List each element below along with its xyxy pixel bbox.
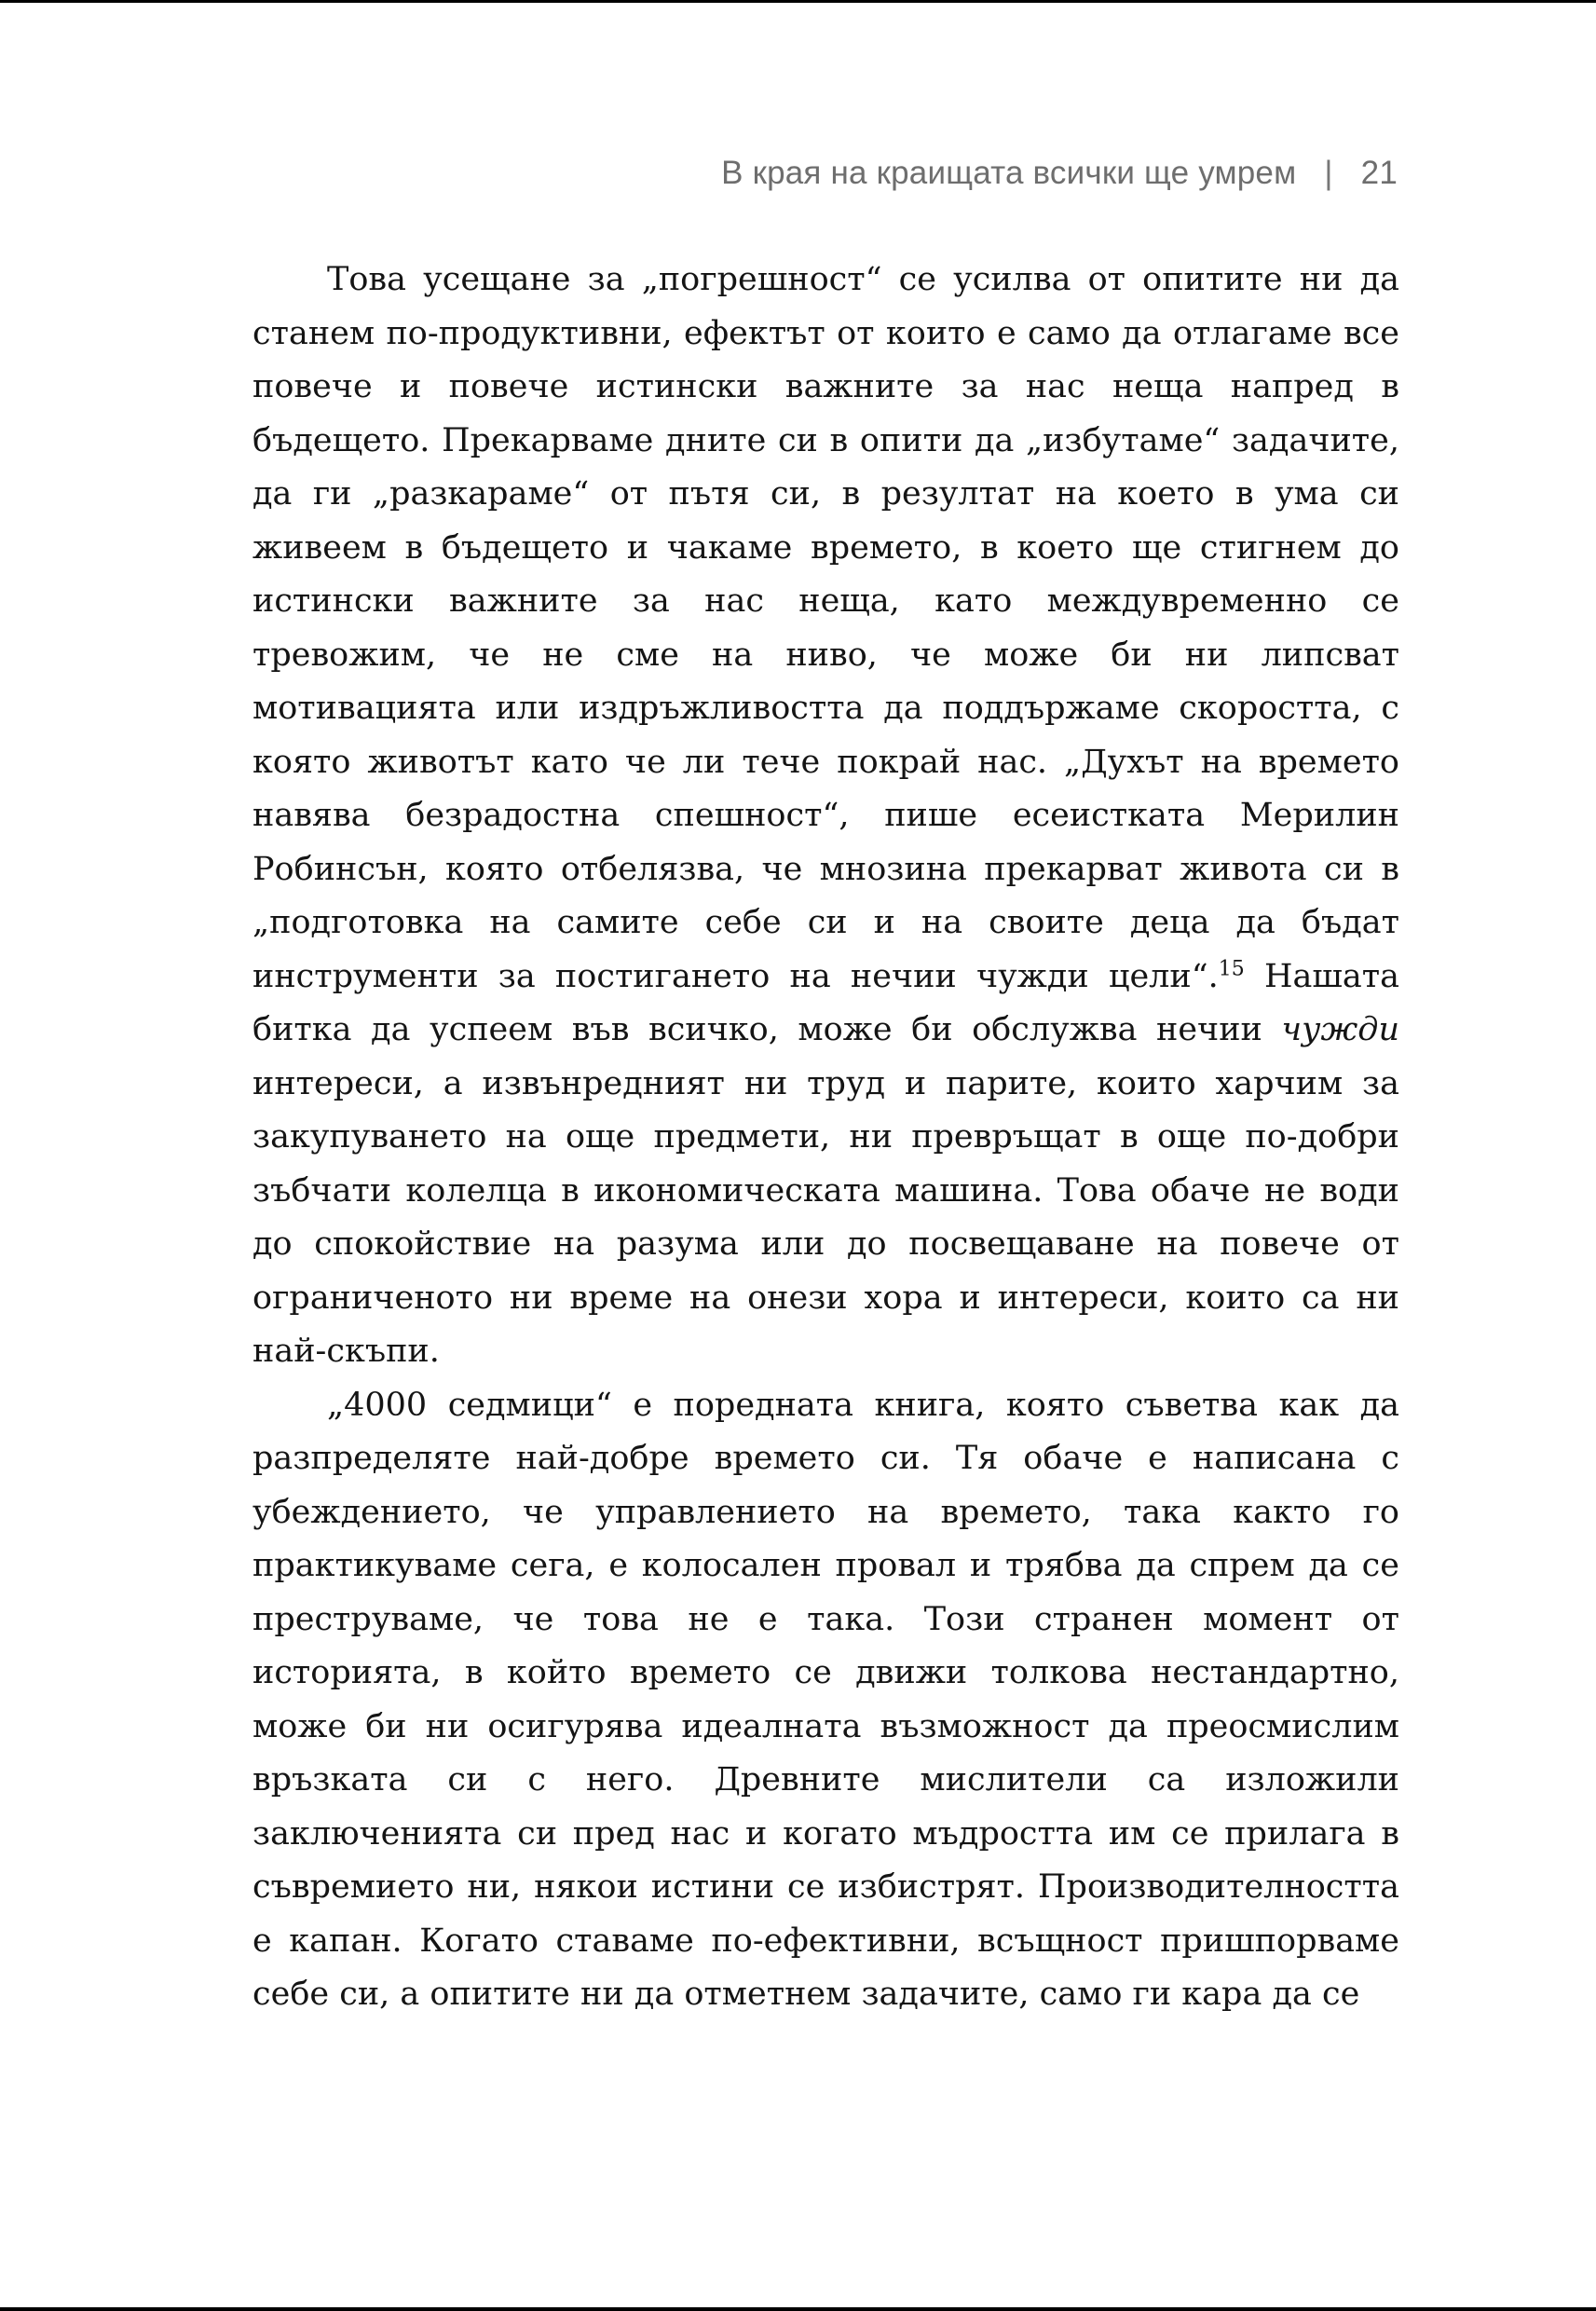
running-title: В края на краищата всички ще умрем [721,155,1297,191]
paragraph-1-part-3: интереси, а извънредният ни труд и парите, които харчим за закупуването на още предмети, ни превръщат в още по-добри зъбчати колелца в икономическата машина. Това обаче не води до спокойствие на разума или до посвещаване на повече от ограниченото ни време на онези хора и интереси, които са ни най-скъпи. [252,1064,1399,1370]
emphasized-word: чужди [1281,1011,1399,1048]
page-bottom-border [0,2307,1596,2311]
paragraph-1 [252,253,1399,1379]
footnote-reference[interactable]: 15 [1218,956,1245,980]
page-top-border [0,0,1596,3]
running-header [721,155,1398,192]
page-number: 21 [1360,155,1398,191]
paragraph-1-part-2: Нашата битка да успеем във всичко, може би обслужва нечии [252,957,1399,1048]
header-separator: | [1324,155,1333,191]
paragraph-2: „4000 седмици“ е поредната книга, която съветва как да разпределяте най-добре времето си. Тя обаче е написана с убеждението, че управлението на времето, така както го практикуваме сега, е колосален провал и трябва да спрем да се преструваме, че това не е така. Този странен момент от историята, в който времето се движи толкова нестандартно, може би ни осигурява идеалната възможност да преосмислим връзката си с него. Древните мислители са изложили заключенията си пред нас и когато мъдростта им се прилага в съвремието ни, някои истини се избистрят. Производителността е капан. Когато ставаме по-ефективни, всъщност пришпорваме себе си, а опитите ни да отметнем задачите, само ги кара да се [252,1386,1399,2013]
body-text [252,253,1399,2022]
paragraph-1-part-1: Това усещане за „погрешност“ се усилва от опитите ни да станем по-продуктивни, ефектът от които е само да отлагаме все повече и повече истински важните за нас неща напред в бъдещето. Прекарваме дните си в опити да „избутаме“ задачите, да ги „разкараме“ от пътя си, в резултат на което в ума си живеем в бъдещето и чакаме времето, в което ще стигнем до истински важните за нас неща, като междувременно се тревожим, че не сме на ниво, че може би ни липсват мотивацията или издръжливостта да поддържаме скоростта, с която животът като че ли тече покрай нас. „Духът на времето навява безрадостна спешност“, пише есеистката Мерилин Робинсън, която отбелязва, че мнозина прекарват живота си в „подготовка на самите себе си и на своите деца да бъдат инструменти за постигането на нечии чужди цели“. [252,261,1399,995]
